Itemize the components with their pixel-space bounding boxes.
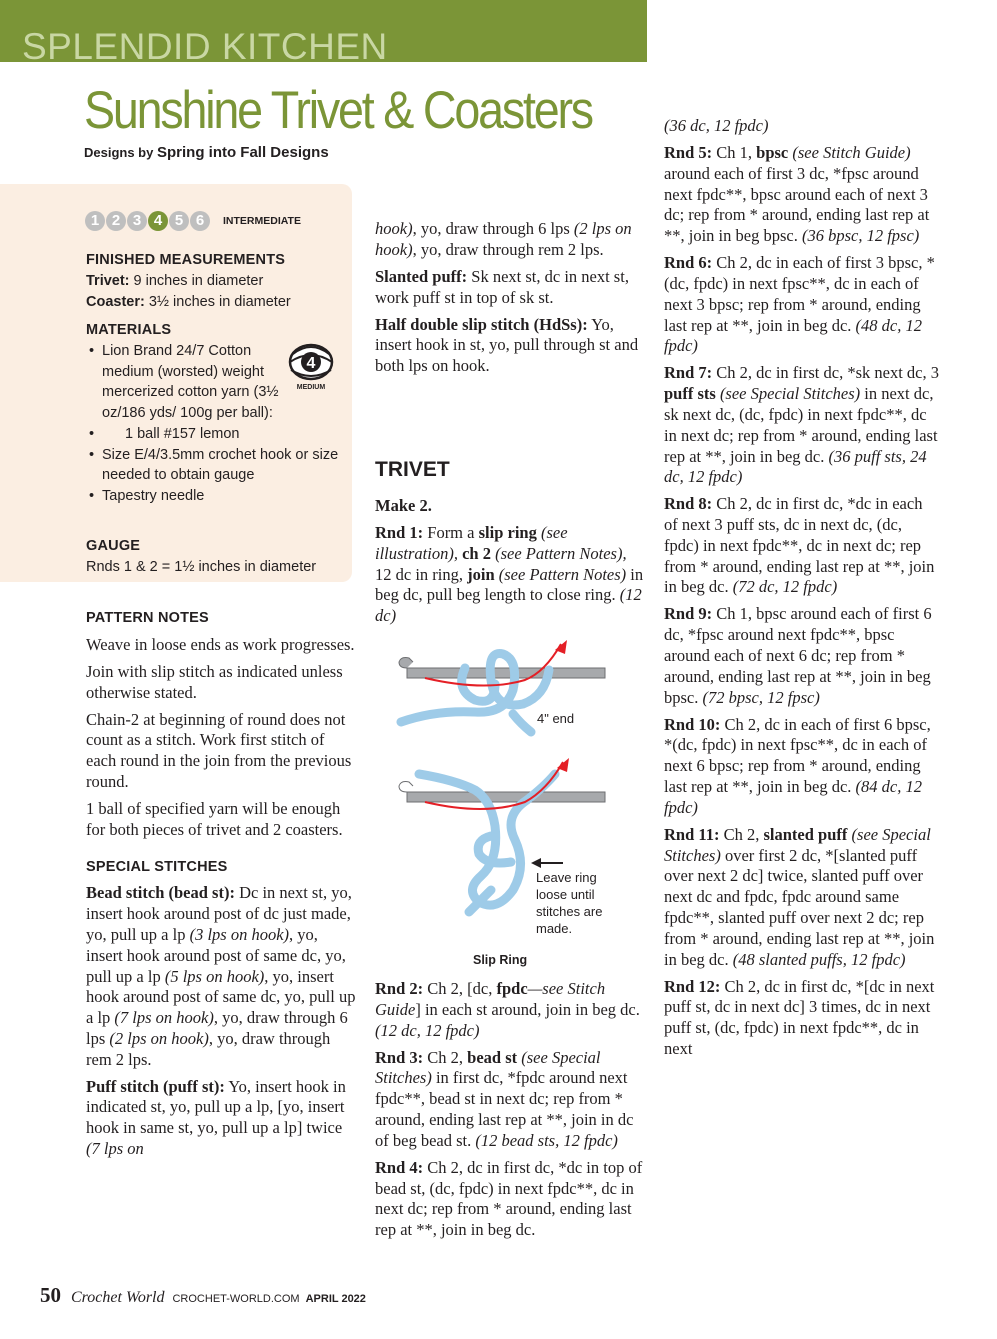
material-needle: • Tapestry needle	[86, 486, 286, 507]
yarn-color: 1 ball #157 lemon	[125, 425, 240, 442]
slanted-puff: Slanted puff: Sk next st, dc in next st, work puff st in top of sk st.	[375, 266, 629, 307]
material-yarn: • Lion Brand 24/7 Cotton medium (worsted) weight mercerized cotton yarn (3½ oz/186 yds/ 100g per ball):	[86, 341, 286, 424]
half-double-slip-stitch: Half double slip stitch (HdSs): Yo, insert hook in st, yo, pull through st and both lps on hook.	[375, 314, 639, 376]
page-footer	[40, 1283, 366, 1308]
bead-stitch-term: Bead stitch (bead st):	[86, 883, 235, 903]
materials-heading: MATERIALS	[86, 322, 172, 338]
puff-stitch: Puff stitch (puff st): Yo, insert hook in indicated st, yo, pull up a lp, [yo, insert hook in same st, yo, pull up a lp] twice (7 lps on	[86, 1076, 346, 1159]
finished-measurements	[86, 271, 291, 312]
column-3	[664, 116, 940, 1066]
coaster-label: Coaster:	[86, 293, 145, 310]
round-2: Rnd 2: Ch 2, [dc, fpdc—see Stitch Guide] in each st around, join in beg dc. (12 dc, 12 fpdc)	[375, 979, 640, 1040]
trivet-size: 9 inches in diameter	[133, 273, 264, 289]
medium-yarn-weight-icon	[285, 342, 337, 392]
skill-level-label: INTERMEDIATE	[223, 215, 301, 227]
round-5: Rnd 5: Ch 1, bpsc (see Stitch Guide) around each of first 3 dc, *fpsc around next fpdc**, bpsc around each of next 3 dc; rep from * around, ending last rep at **, join in beg bpsc. (36 bpsc, 12 fpsc)	[664, 142, 930, 246]
designer-name: Spring into Fall Designs	[156, 144, 329, 161]
round-8: Rnd 8: Ch 2, dc in first dc, *dc in each of next 3 puff sts, dc in next dc, (dc, fpdc) in next fpdc**, dc in next dc; rep from * around, ending last rep at **, join in beg dc. (72 dc, 12 fpdc)	[664, 494, 935, 597]
designer-credit	[84, 144, 329, 161]
material-hook: • Size E/4/3.5mm crochet hook or size needed to obtain gauge	[86, 445, 342, 486]
trivet-rounds-2-4	[375, 979, 647, 1247]
skill-level-2: 2	[106, 211, 126, 231]
trivet-label: Trivet:	[86, 273, 130, 289]
column-2	[375, 219, 647, 383]
skill-level-5: 5	[169, 211, 189, 231]
page-title: Sunshine Trivet & Coasters	[84, 81, 592, 140]
note-4: 1 ball of specified yarn will be enough for both pieces of trivet and 2 coasters.	[86, 798, 343, 839]
round-9: Rnd 9: Ch 1, bpsc around each of first 6 dc, *fpsc around next fpdc**, bpsc around each of next 6 dc; rep from * around, ending last rep at **, join in beg bpsc. (72 bpsc, 12 fpsc)	[664, 604, 932, 707]
materials-list	[86, 341, 339, 507]
coaster-size: 3½ inches in diameter	[148, 293, 291, 310]
round-12: Rnd 12: Ch 2, dc in first dc, *[dc in next puff st, dc in next dc] 3 times, dc in next puff st, (dc, fpdc) in next fpdc**, dc in next	[664, 976, 935, 1058]
puff-stitch-cont: hook), yo, draw through 6 lps (2 lps on hook), yo, draw through rem 2 lps.	[375, 219, 632, 259]
yarn-weight-label: MEDIUM	[296, 384, 326, 391]
skill-level-indicator	[85, 211, 301, 231]
magazine-name: Crochet World	[71, 1289, 165, 1306]
gauge-value: Rnds 1 & 2 = 1½ inches in diameter	[86, 559, 317, 575]
page-number: 50	[40, 1283, 61, 1307]
yarn-weight-number: 4	[306, 355, 316, 372]
finished-measurements-heading: FINISHED MEASUREMENTS	[86, 252, 286, 268]
section-title: SPLENDID KITCHEN	[22, 26, 388, 67]
slanted-puff-term: Slanted puff:	[375, 266, 468, 286]
note-2: Join with slip stitch as indicated unless otherwise stated.	[86, 661, 343, 702]
trivet-intro	[375, 496, 647, 633]
note-1: Weave in loose ends as work progresses.	[86, 634, 355, 654]
round-4-start: Rnd 4: Ch 2, dc in first dc, *dc in top of bead st, (dc, fpdc) in next fpdc**, dc in next dc; rep from * around, ending last rep at **, join in beg dc.	[375, 1157, 643, 1240]
puff-stitch-term: Puff stitch (puff st):	[86, 1076, 225, 1096]
issue-date: APRIL 2022	[305, 1293, 366, 1305]
round-10: Rnd 10: Ch 2, dc in each of first 6 bpsc, *(dc, fpdc) in next fpsc**, dc in each of next 6 bpsc; rep from * around, ending last rep at **, join in beg dc. (84 dc, 12 fpdc)	[664, 714, 931, 817]
column-1	[86, 610, 358, 1166]
material-yarn-color	[86, 424, 286, 445]
leave-label-1: Leave ring	[536, 870, 597, 885]
round-6: Rnd 6: Ch 2, dc in each of first 3 bpsc, *(dc, fpdc) in next fpsc**, dc in each of next 3 bpsc; rep from * around, ending last rep at **, join in beg dc. (48 dc, 12 fpdc)	[664, 253, 935, 356]
slip-ring-illustration	[395, 640, 635, 970]
pattern-notes-heading: PATTERN NOTES	[86, 610, 209, 626]
leave-label-4: made.	[536, 921, 573, 936]
leave-label-2: loose until	[536, 887, 595, 902]
gauge-heading: GAUGE	[86, 538, 141, 554]
trivet-heading: TRIVET	[375, 458, 450, 481]
note-3: Chain-2 at beginning of round does not count as a stitch. Work first stitch of each round in the join from the previous round.	[86, 709, 352, 791]
illustration-caption: Slip Ring	[473, 953, 528, 967]
skill-level-3: 3	[127, 211, 147, 231]
skill-level-6: 6	[190, 211, 210, 231]
designer-prefix: Designs by	[84, 145, 154, 160]
end-label: 4" end	[537, 711, 575, 726]
round-1: Rnd 1: Form a slip ring (see illustration), ch 2 (see Pattern Notes), 12 dc in ring, join (see Pattern Notes) in beg dc, pull beg length to close ring. (12 dc)	[375, 522, 644, 626]
round-4-end: (36 dc, 12 fpdc)	[664, 116, 769, 135]
skill-level-1: 1	[85, 211, 105, 231]
leave-label-3: stitches are	[536, 904, 603, 919]
website: CROCHET-WORLD.COM	[172, 1293, 300, 1305]
bead-stitch: Bead stitch (bead st): Dc in next st, yo, insert hook around post of dc just made, yo, pull up a lp (3 lps on hook), yo, insert hook around post of same dc, yo, pull up a lp (5 lps on hook), yo, insert hook around post of same dc, yo, pull up a lp (7 lps on hook), yo, draw through 6 lps (2 lps on hook), yo, draw through rem 2 lps.	[86, 883, 356, 1069]
special-stitches-heading: SPECIAL STITCHES	[86, 858, 228, 875]
round-7: Rnd 7: Ch 2, dc in first dc, *sk next dc, 3 puff sts (see Special Stitches) in next dc, sk next dc, (dc, fpdc) in next fpdc**, dc in next dc; rep from * around, ending last rep at **, join in beg dc. (36 puff sts, 24 dc, 12 fpdc)	[664, 363, 939, 487]
make-count: Make 2.	[375, 496, 432, 515]
round-3: Rnd 3: Ch 2, bead st (see Special Stitches) in first dc, *fpdc around next fpdc**, bead st in next dc; rep from * around, ending last rep at **, join in dc of beg bead st. (12 bead sts, 12 fpdc)	[375, 1047, 634, 1150]
round-11: Rnd 11: Ch 2, slanted puff (see Special Stitches) over first 2 dc, *[slanted puff over next 2 dc] twice, slanted puff over next dc and fpdc, fpdc around same fpdc**, slanted puff over next 2 dc; rep from * around, ending last rep at **, join in beg dc. (48 slanted puffs, 12 fpdc)	[664, 824, 935, 969]
skill-level-4-selected: 4	[148, 211, 168, 231]
hdss-term: Half double slip stitch (HdSs):	[375, 314, 588, 334]
